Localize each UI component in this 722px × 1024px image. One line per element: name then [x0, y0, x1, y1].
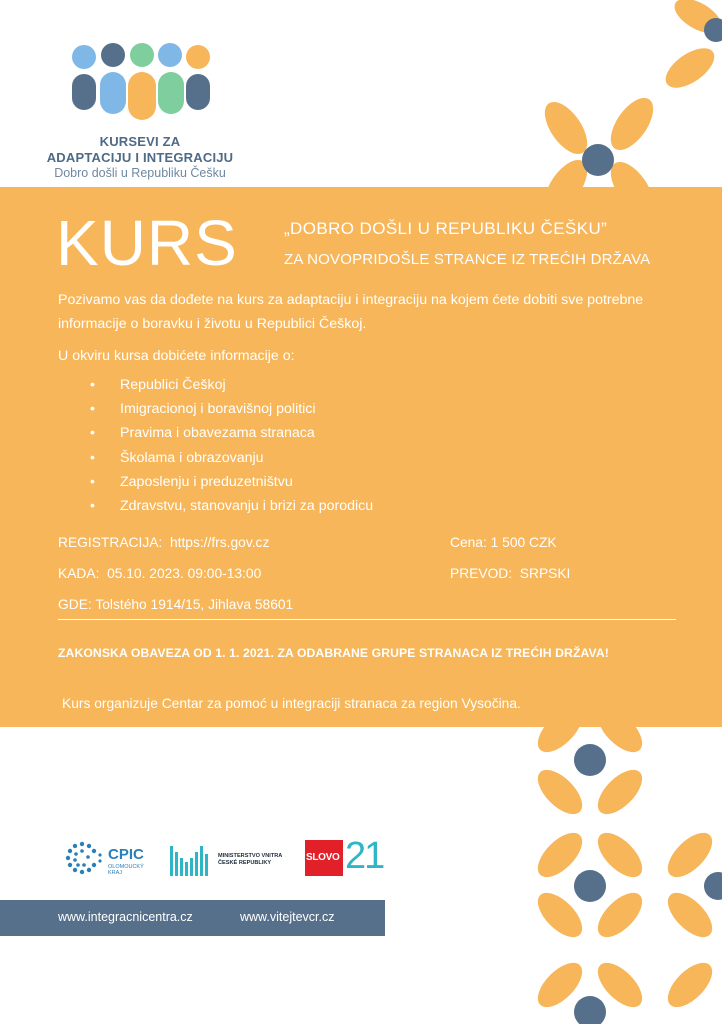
topics-heading: U okviru kursa dobićete informacije o:: [58, 348, 295, 364]
organizer-text: Kurs organizuje Centar za pomoć u integraciji stranaca za region Vysočina.: [62, 696, 521, 711]
intro-paragraph: Pozivamo vas da dođete na kurs za adaptaciju i integraciju na kojem ćete dobiti sve potrebne informacije o boravku i životu u Republici Češkoj.: [58, 292, 644, 332]
list-item: • Školama i obrazovanju: [90, 449, 264, 466]
price-info: [450, 535, 557, 550]
list-item: • Pravima i obavezama stranaca: [90, 425, 315, 442]
topics-list: [60, 373, 373, 518]
footer-link-vitejtevcr[interactable]: www.vitejtevcr.cz: [240, 910, 335, 924]
translation-label: PREVOD:: [450, 566, 513, 581]
date-info: [58, 566, 261, 581]
slovo21-number: 21: [345, 835, 384, 877]
logo-line-3: Dobro došli u Republiku Češku: [54, 166, 226, 180]
location-value: Tolstého 1914/15, Jihlava 58601: [95, 597, 294, 612]
logo-line-1: KURSEVI ZA: [99, 134, 181, 149]
ministry-logo-icon: [170, 842, 214, 876]
price-label: Cena:: [450, 535, 487, 550]
cpic-subtitle: OLOMOUCKÝ KRAJ: [108, 864, 144, 876]
registration-link[interactable]: https://frs.gov.cz: [169, 535, 270, 550]
slovo21-logo: [305, 840, 343, 876]
date-value: 05.10. 2023. 09:00-13:00: [107, 566, 262, 581]
legal-notice: ZAKONSKA OBAVEZA OD 1. 1. 2021. ZA ODABRANE GRUPE STRANACA IZ TREĆIH DRŽAVA!: [58, 646, 609, 660]
logo-line-2: ADAPTACIJU I INTEGRACIJU: [46, 150, 234, 165]
location-label: GDE:: [58, 597, 92, 612]
price-value: 1 500 CZK: [490, 535, 557, 550]
slovo-text: SLOVO: [306, 852, 340, 863]
list-item: • Zdravstvu, stanovanju i brizi za porodicu: [90, 497, 374, 514]
cpic-name: CPIC: [108, 846, 144, 863]
location-info: [58, 597, 293, 612]
date-label: KADA:: [58, 566, 100, 581]
translation-info: [450, 566, 570, 581]
list-item: • Zaposlenju i preduzetništvu: [90, 473, 293, 490]
cpic-logo-icon: [62, 840, 106, 880]
registration-label: REGISTRACIJA:: [58, 535, 163, 550]
list-item: • Imigracionoj i boravišnoj politici: [90, 401, 316, 418]
course-heading: KURS: [56, 207, 238, 279]
course-logo-text: [40, 134, 240, 181]
course-title: „DOBRO DOŠLI U REPUBLIKU ČEŠKU”: [284, 219, 608, 238]
translation-value: SRPSKI: [519, 566, 571, 581]
divider: [58, 619, 676, 620]
course-subtitle: ZA NOVOPRIDOŠLE STRANCE IZ TREĆIH DRŽAVA: [284, 251, 651, 268]
ministry-name: MINISTERSTVO VNITRA ČESKÉ REPUBLIKY: [218, 853, 283, 866]
footer-bar: [0, 900, 385, 936]
list-item: • Republici Češkoj: [90, 377, 226, 393]
registration-info: [58, 535, 269, 550]
footer-link-integracnicentra[interactable]: www.integracnicentra.cz: [58, 910, 193, 924]
course-logo-people: [70, 40, 220, 122]
